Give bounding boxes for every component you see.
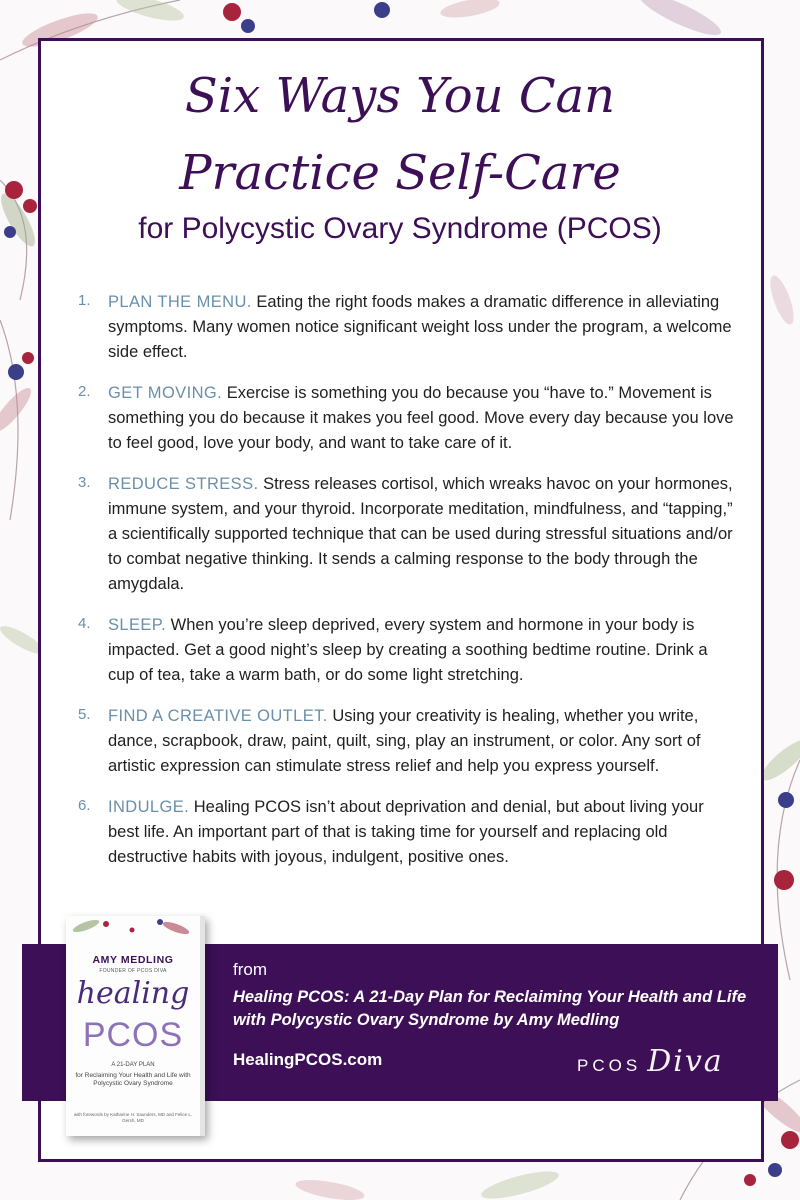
pcos-diva-logo (577, 1044, 724, 1079)
item-text (108, 704, 738, 779)
website-link[interactable]: HealingPCOS.com (233, 1050, 383, 1069)
item-heading: INDULGE. (108, 798, 190, 816)
list-item (78, 290, 738, 365)
item-body: Eating the right foods makes a dramatic difference in alleviating symptoms. Many women notice significant weight loss under the program, a welcome side effect. (108, 293, 732, 361)
book-title-word-2: PCOS (82, 1016, 184, 1054)
item-text (108, 795, 738, 870)
list-item (78, 795, 738, 870)
item-number: 5. (78, 706, 91, 723)
book-cover-leaves (66, 916, 200, 956)
item-heading: SLEEP. (108, 616, 167, 634)
book-subtitle: for Reclaiming Your Health and Life with Polycystic Ovary Syndrome (75, 1072, 191, 1087)
item-number: 4. (78, 615, 91, 632)
item-heading: GET MOVING. (108, 384, 223, 402)
list-item (78, 472, 738, 597)
item-number: 1. (78, 292, 91, 309)
book-title-citation: Healing PCOS: A 21-Day Plan for Reclaiming Your Health and Life with Polycystic Ovary Syndrome by Amy Medling (233, 988, 747, 1029)
logo-word-pcos: PCOS (577, 1056, 642, 1075)
list-item (78, 381, 738, 456)
item-body: Healing PCOS isn’t about deprivation and denial, but about living your best life. An important part of that is taking time for yourself and replacing old destructive habits with joyous, indulgent, positive ones. (108, 798, 704, 866)
list-item (78, 613, 738, 688)
item-number: 6. (78, 797, 91, 814)
book-author-tagline: FOUNDER OF PCOS DIVA (99, 968, 167, 974)
book-author: AMY MEDLING (92, 954, 174, 966)
item-text (108, 613, 738, 688)
item-number: 3. (78, 474, 91, 491)
list-item (78, 704, 738, 779)
item-heading: PLAN THE MENU. (108, 293, 252, 311)
item-heading: REDUCE STRESS. (108, 475, 259, 493)
item-text (108, 290, 738, 365)
item-body: When you’re sleep deprived, every system and hormone in your body is impacted. Get a good night’s sleep by creating a soothing bedtime routine. Drink a cup of tea, take a warm bath, or do some light stretching. (108, 616, 708, 684)
item-text (108, 472, 738, 597)
item-number: 2. (78, 383, 91, 400)
book-title-word-1: healing (76, 976, 190, 1011)
book-cover-image (66, 916, 205, 1136)
subtitle: for Polycystic Ovary Syndrome (PCOS) (138, 212, 662, 245)
item-body: Using your creativity is healing, whether you write, dance, scrapbook, draw, paint, quilt, sing, play an instrument, or color. Any sort of artistic expression can stimulate stress relief and help you express yourself. (108, 707, 701, 775)
item-heading: FIND A CREATIVE OUTLET. (108, 707, 328, 725)
self-care-list (78, 290, 738, 886)
item-body: Exercise is something you do because you “have to.” Movement is something you do because it makes you feel good. Move every day because you love to feel good, love your body, and want to take care of it. (108, 384, 734, 452)
title-line-1: Six Ways You Can (184, 68, 616, 124)
title-line-2: Practice Self-Care (179, 145, 621, 201)
book-plan-label: A 21-DAY PLAN (111, 1062, 155, 1068)
logo-word-diva: Diva (647, 1044, 724, 1079)
from-label: from (233, 960, 267, 979)
item-body: Stress releases cortisol, which wreaks havoc on your hormones, immune system, and your thyroid. Incorporate meditation, mindfulness, and “tapping,” a scientifically supported technique that can be used during stressful situations and/or to combat negative thinking. It sends a calming response to the body through the amygdala. (108, 475, 733, 593)
item-text (108, 381, 738, 456)
book-forewords: with forewords by Katharine H. Saunders, MD and Felice L. Gersh, MD (73, 1112, 193, 1123)
